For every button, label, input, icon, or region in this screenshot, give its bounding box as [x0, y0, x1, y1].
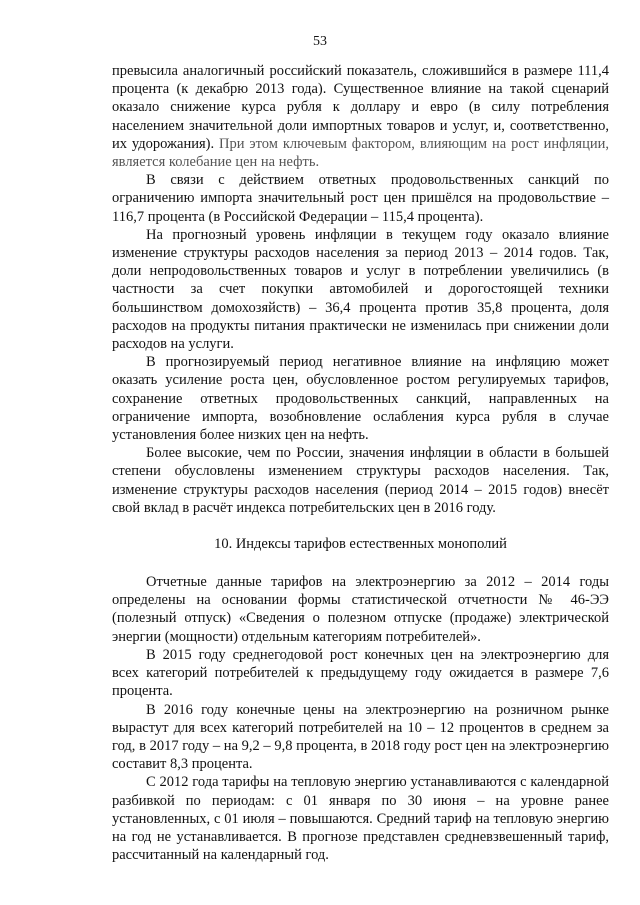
paragraph-electricity-reporting: Отчетные данные тарифов на электроэнергию за 2012 – 2014 годы определены на основании формы статистической отчетности № 46-ЭЭ (полезный отпуск) «Сведения о полезном отпуске (продаже) электрической энергии (мощности) отдельным категориям потребителей».: [112, 574, 609, 645]
paragraph-text-faded: При этом ключевым фактором, влияющим на рост инфляции, является колебание цен на нефть.: [112, 135, 609, 171]
paragraph-electricity-2015: В 2015 году среднегодовой рост конечных цен на электроэнергию для всех категорий потребителей к предыдущему году ожидается в размере 7,6 процента.: [112, 646, 609, 700]
paragraph-electricity-2016-2018: В 2016 году конечные цены на электроэнергию на розничном рынке вырастут для всех категорий потребителей на 10 – 12 процентов в среднем за год, в 2017 году – на 9,2 – 9,8 процента, в 2018 году рост цен на электроэнергию составит 8,3 процента.: [112, 701, 609, 773]
section-heading: 10. Индексы тарифов естественных монополий: [214, 536, 507, 553]
page-number: 53: [313, 34, 327, 49]
paragraph-text: превысила аналогичный российский показатель, сложившийся в размере 111,4 процента (к декабрю 2013 года). Существенное влияние на такой сценарий оказало снижение курса рубля к доллару и евро (в силу потребления населением значительной доли импортных товаров и услуг, и, соответственно, их удорожания).: [112, 63, 609, 152]
paragraph-heat-tariffs: С 2012 года тарифы на тепловую энергию устанавливаются с календарной разбивкой по периодам: с 01 января по 30 июня – на уровне ранее установленных, с 01 июля – повышаются. Средний тариф на тепловую энергию на год не устанавливается. В прогнозе представлен средневзвешенный тариф, рассчитанный на календарный год.: [112, 774, 609, 864]
paragraph-expense-structure: На прогнозный уровень инфляции в текущем году оказало влияние изменение структуры расходов населения за период 2013 – 2014 годов. Так, доли непродовольственных товаров и услуг в потреблении увеличились (в частности за счет покупки автомобилей и дорогостоящей техники большинством домохозяйств) – 36,4 процента против 35,8 процента, доля расходов на продукты питания практически не изменилась при снижении доли расходов на услуги.: [112, 226, 609, 353]
paragraph-inflation-comparison: [112, 62, 609, 171]
paragraph-food-sanctions: В связи с действием ответных продовольственных санкций по ограничению импорта значительный рост цен пришёлся на продовольствие – 116,7 процента (в Российской Федерации – 115,4 процента).: [112, 172, 609, 225]
paragraph-regional-inflation: Более высокие, чем по России, значения инфляции в области в большей степени обусловлены изменением структуры расходов населения. Так, изменение структуры расходов населения (период 2014 – 2015 годов) внесёт свой вклад в расчёт индекса потребительских цен в 2016 году.: [112, 445, 609, 516]
document-body: [112, 62, 609, 864]
paragraph-forecast-risks: В прогнозируемый период негативное влияние на инфляцию может оказать усиление роста цен, обусловленное ростом регулируемых тарифов, сохранение ответных продовольственных санкций, направленных на ограничение импорта, возобновление ослабления курса рубля в случае установления более низких цен на нефть.: [112, 354, 609, 444]
